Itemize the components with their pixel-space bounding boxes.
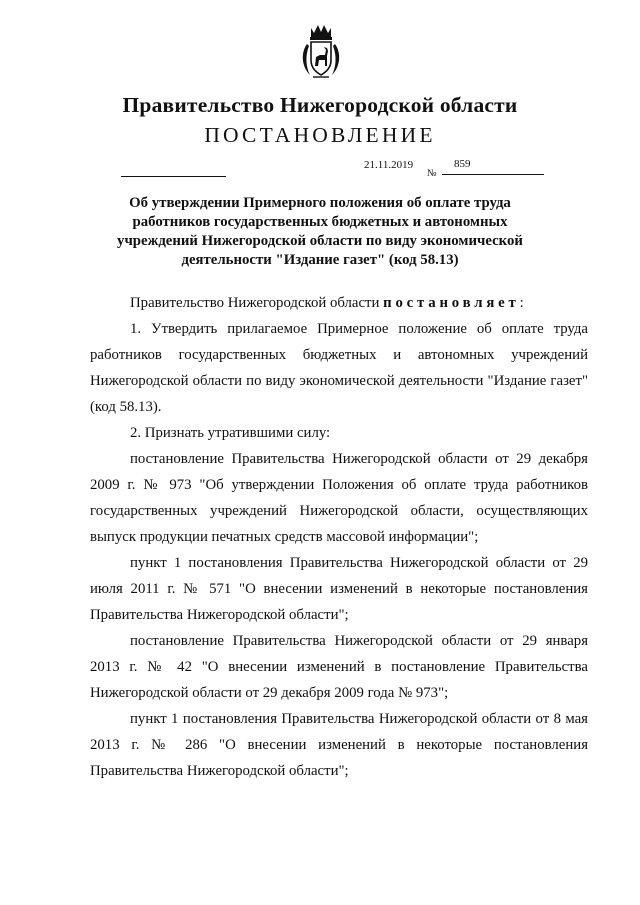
number-underline bbox=[442, 174, 544, 175]
paragraph-5: постановление Правительства Нижегородской области от 29 января 2013 г. № 42 "О внесении изменений в постановление Правительства Нижегородской области от 29 декабря 2009 года № 973"; bbox=[90, 633, 588, 701]
paragraph-3: постановление Правительства Нижегородской области от 29 декабря 2009 г. № 973 "Об утверждении Положения об оплате труда работников государственных учреждений Нижегородской области, осуществляющих выпуск продукции печатных средств массовой информации"; bbox=[90, 451, 588, 545]
document-type: ПОСТАНОВЛЕНИЕ bbox=[204, 123, 436, 147]
preamble-keyword: постановляет bbox=[383, 295, 520, 311]
document-number: 859 bbox=[454, 158, 471, 170]
paragraph-4: пункт 1 постановления Правительства Нижегородской области от 29 июля 2011 г. № 571 "О внесении изменений в некоторые постановления Правительства Нижегородской области"; bbox=[90, 555, 588, 623]
preamble-prefix: Правительство Нижегородской области bbox=[130, 295, 380, 311]
document-subject: Об утверждении Примерного положения об оплате труда работников государственных бюджетных и автономных учреждений Нижегородской области по виду экономической деятельности "Издание газет" (код 58.13) bbox=[117, 195, 523, 268]
preamble bbox=[90, 290, 588, 316]
paragraph-2: 2. Признать утратившими силу: bbox=[130, 425, 331, 441]
number-label: № bbox=[427, 168, 437, 179]
preamble-suffix: : bbox=[519, 295, 524, 311]
date-underline bbox=[121, 176, 226, 177]
document-date: 21.11.2019 bbox=[364, 159, 414, 171]
coat-of-arms-icon bbox=[298, 22, 344, 80]
government-name: Правительство Нижегородской области bbox=[122, 93, 518, 117]
paragraph-1: 1. Утвердить прилагаемое Примерное положение об оплате труда работников государственных бюджетных и автономных учреждений Нижегородской области по виду экономической деятельности "Издание газет" (код 58.13). bbox=[90, 321, 588, 415]
paragraph-6: пункт 1 постановления Правительства Нижегородской области от 8 мая 2013 г. № 286 "О внесении изменений в некоторые постановления Правительства Нижегородской области"; bbox=[90, 711, 588, 779]
document-body bbox=[90, 290, 588, 784]
